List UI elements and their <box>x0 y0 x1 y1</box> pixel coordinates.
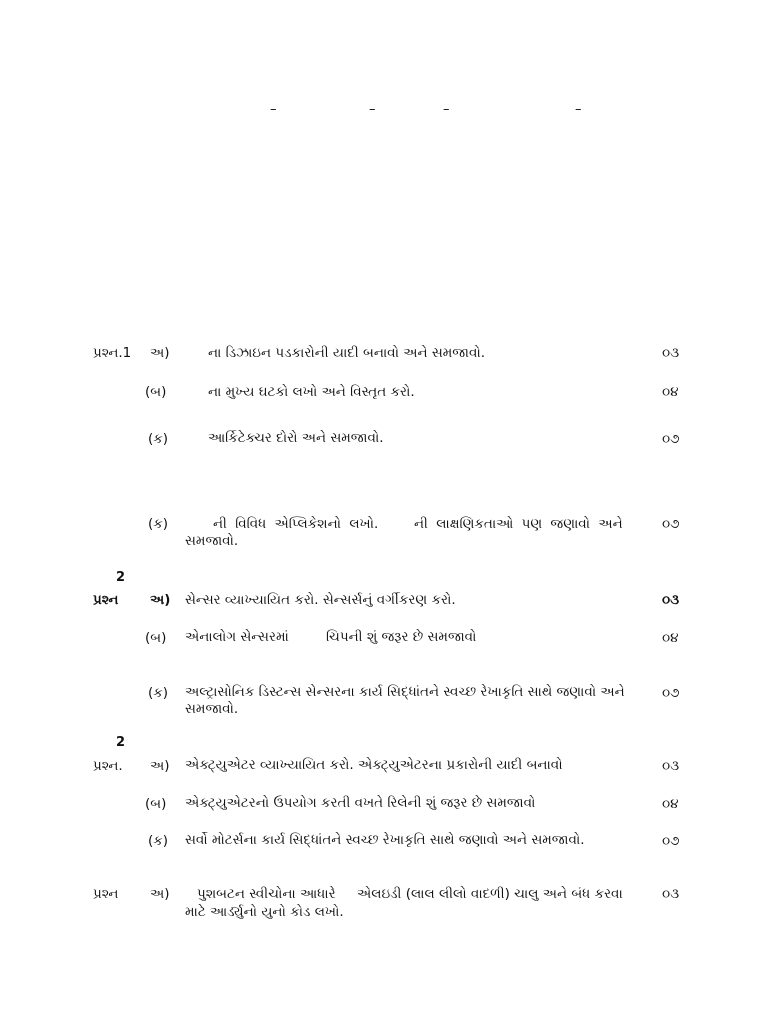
q2-a-marks: ૦૩ <box>662 592 680 608</box>
q3-b-sub: (બ) <box>145 796 167 812</box>
q1-d-marks: ૦૭ <box>662 516 680 532</box>
question-2-label: પ્રશ્ન <box>93 592 119 608</box>
q4-a-text-a: પુશબટન સ્વીચોના આધારે <box>197 886 336 902</box>
q1-c-marks: ૦૭ <box>662 431 680 447</box>
q1-c-text: આર્કિટેક્ચર દોરો અને સમજાવો. <box>208 430 384 446</box>
q2-b-marks: ૦૪ <box>662 630 679 646</box>
q3-a-marks: ૦૩ <box>662 758 680 774</box>
question-2-number: 2 <box>116 570 126 585</box>
q3-c-marks: ૦૭ <box>662 833 680 849</box>
q2-c-sub: (ક) <box>148 685 169 701</box>
q3-c-text: સર્વો મોટર્સના કાર્ય સિદ્ધાંતને સ્વચ્છ રેખાકૃતિ સાથે જણાવો અને સમજાવો. <box>185 832 585 848</box>
q4-a-text-b: એલઇડી (લાલ લીલો વાદળી) ચાલુ અને બંધ કરવા <box>357 886 623 902</box>
q3-b-text: એક્ટ્યુએટરનો ઉપયોગ કરતી વખતે રિલેની શું જરૂર છે સમજાવો <box>185 795 536 811</box>
q1-a-marks: ૦૩ <box>662 345 680 361</box>
q2-a-sub: અ) <box>150 592 171 608</box>
q2-c-text: અલ્ટ્રાસોનિક ડિસ્ટન્સ સેન્સરના કાર્ય સિદ્ધાંતને સ્વચ્છ રેખાકૃતિ સાથે જણાવો અને <box>185 684 625 700</box>
q2-c-marks: ૦૭ <box>662 685 680 701</box>
question-4-label: પ્રશ્ન <box>93 886 119 902</box>
question-1-label: પ્રશ્ન.1 <box>93 345 132 361</box>
q3-c-sub: (ક) <box>148 833 169 849</box>
q4-a-marks: ૦૩ <box>662 886 680 902</box>
q2-c-text-c: સમજાવો. <box>185 701 239 717</box>
q2-b-text-b: ચિપની શું જરૂર છે સમજાવો <box>326 629 477 645</box>
header-dash-3: – <box>443 102 450 117</box>
q3-a-sub: અ) <box>150 758 170 774</box>
header-dash-1: – <box>270 102 277 117</box>
q4-a-sub: અ) <box>150 886 170 902</box>
q4-a-text-c: માટે આર્ડ્યુનો યુનો કોડ લખો. <box>185 904 344 920</box>
header-dash-2: – <box>369 102 376 117</box>
q1-d-text-b: ની લાક્ષણિકતાઓ પણ જણાવો અને <box>414 516 623 532</box>
q1-c-sub: (ક) <box>148 431 169 447</box>
q1-b-marks: ૦૪ <box>662 384 679 400</box>
question-3-number: 2 <box>116 735 126 750</box>
q1-a-sub: અ) <box>150 345 170 361</box>
q2-a-text: સેન્સર વ્યાખ્યાયિત કરો. સેન્સર્સનું વર્ગીકરણ કરો. <box>185 592 456 608</box>
q1-b-sub: (બ) <box>145 384 167 400</box>
q1-a-text: ના ડિઝાઇન પડકારોની યાદી બનાવો અને સમજાવો. <box>208 345 486 361</box>
q3-b-marks: ૦૪ <box>662 796 679 812</box>
header-dash-4: – <box>575 102 582 117</box>
q2-b-sub: (બ) <box>145 630 167 646</box>
question-3-label: પ્રશ્ન. <box>93 758 123 774</box>
q1-b-text: ના મુખ્ય ઘટકો લખો અને વિસ્તૃત કરો. <box>208 384 415 400</box>
q2-b-text-a: એનાલોગ સેન્સરમાં <box>185 629 289 645</box>
q1-d-text-c: સમજાવો. <box>185 533 239 549</box>
q3-a-text: એક્ટ્યુએટર વ્યાખ્યાયિત કરો. એક્ટ્યુએટરના પ્રકારોની યાદી બનાવો <box>185 757 563 773</box>
q1-d-text-a: ની વિવિધ એપ્લિકેશનો લખો. <box>213 516 379 532</box>
q1-d-sub: (ક) <box>148 516 169 532</box>
